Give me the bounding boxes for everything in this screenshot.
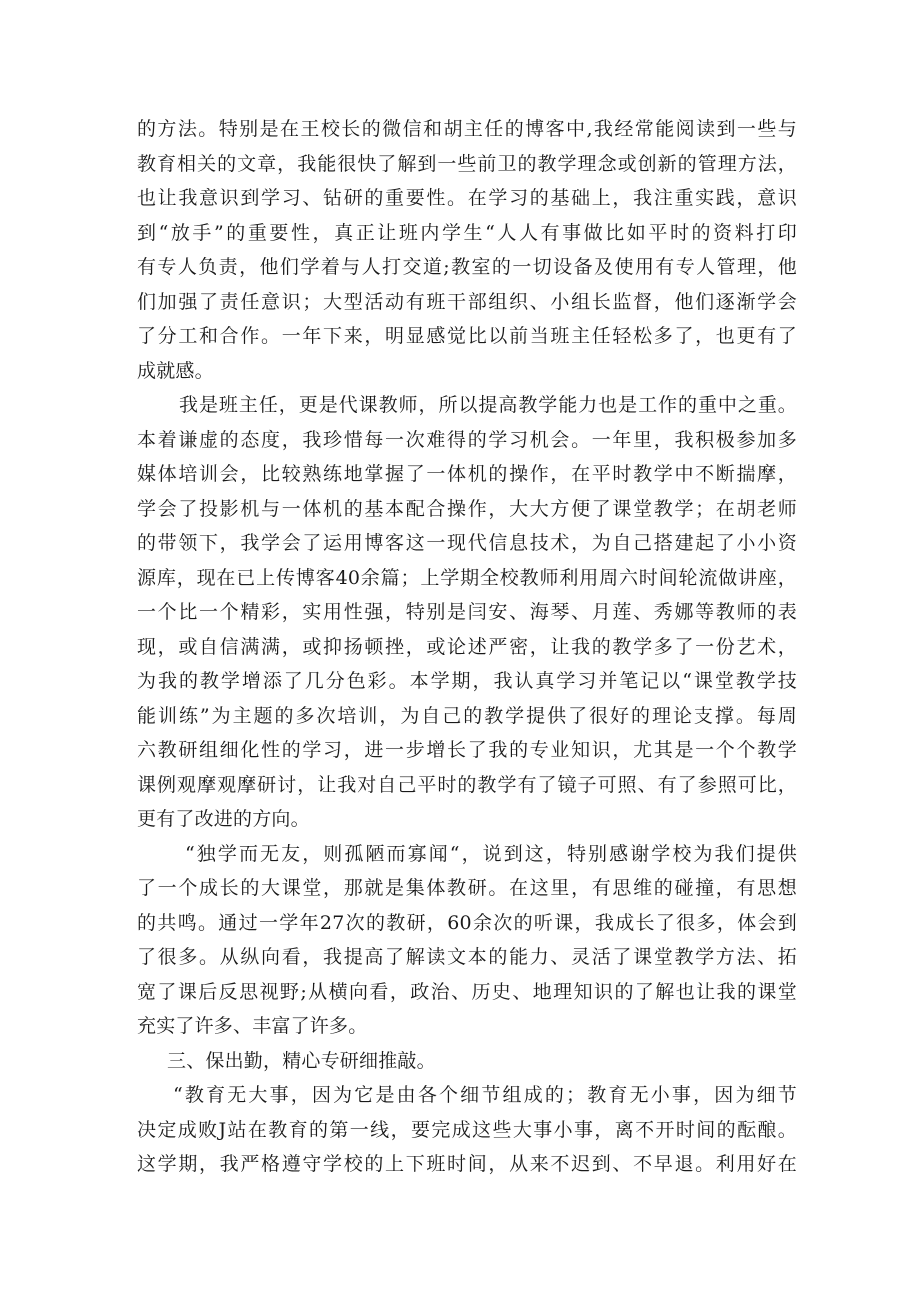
text-line: 成就感。 [137, 359, 214, 382]
body-text [137, 112, 797, 1182]
text-line: 了很多。从纵向看，我提高了解读文本的能力、灵活了课堂教学方法、拓 [137, 946, 797, 968]
text-line: 了分工和合作。一年下来，明显感觉比以前当班主任轻松多了，也更有了 [137, 325, 797, 347]
paragraph-first-line: 我是班主任，更是代课教师，所以提高教学能力也是工作的重中之重。 [179, 394, 797, 416]
text-line: 有专人负责，他们学着与人打交道;教室的一切设备及使用有专人管理，他 [137, 256, 797, 278]
text-line: 也让我意识到学习、钻研的重要性。在学习的基础上，我注重实践，意识 [137, 187, 797, 209]
text-line: 充实了许多、丰富了许多。 [137, 1015, 368, 1037]
text-line: 学会了投影机与一体机的基本配合操作，大大方便了课堂教学；在胡老师 [137, 497, 797, 520]
text-line: 源库，现在已上传博客40余篇；上学期全校教师利用周六时间轮流做讲座， [137, 566, 797, 589]
text-line: 现，或自信满满，或抑扬顿挫，或论述严密，让我的教学多了一份艺术， [137, 635, 797, 658]
text-line: 本着谦虚的态度，我珍惜每一次难得的学习机会。一年里，我积极参加多 [137, 428, 797, 451]
text-line: 课例观摩观摩研讨，让我对自己平时的教学有了镜子可照、有了参照可比， [137, 773, 797, 796]
text-line: 的方法。特别是在王校长的微信和胡主任的博客中,我经常能阅读到一些与 [137, 118, 797, 140]
paragraph-first-line: “教育无大事，因为它是由各个细节组成的；教育无小事，因为细节 [173, 1084, 797, 1106]
paragraph-first-line: “独学而无友，则孤陋而寡闻“，说到这，特别感谢学校为我们提供 [185, 842, 797, 865]
text-line: 了一个成长的大课堂，那就是集体教研。在这里，有思维的碰撞，有思想 [137, 877, 797, 899]
text-line: 一个比一个精彩，实用性强，特别是闫安、海琴、月莲、秀娜等教师的表 [137, 601, 797, 623]
text-line: 这学期，我严格遵守学校的上下班时间，从来不迟到、不早退。利用好在 [137, 1153, 797, 1175]
text-line: 到“放手”的重要性，真正让班内学生“人人有事做比如平时的资料打印 [137, 221, 797, 244]
text-line: 六教研组细化性的学习，进一步增长了我的专业知识，尤其是一个个教学 [137, 739, 797, 761]
text-line: 为我的教学增添了几分色彩。本学期，我认真学习并笔记以“课堂教学技 [137, 670, 797, 692]
text-line: 媒体培训会，比较熟练地掌握了一体机的操作，在平时教学中不断揣摩， [137, 463, 797, 485]
section-heading: 三、保出勤，精心专研细推敲。 [167, 1049, 436, 1072]
text-line: 教育相关的文章，我能很快了解到一些前卫的教学理念或创新的管理方法， [137, 152, 797, 175]
text-line: 决定成败J站在教育的第一线，要完成这些大事小事，离不开时间的酝酿。 [137, 1118, 797, 1141]
text-line: 的共鸣。通过一学年27次的教研，60余次的听课，我成长了很多，体会到 [137, 911, 797, 934]
text-line: 们加强了责任意识；大型活动有班干部组织、小组长监督，他们逐渐学会 [137, 290, 797, 313]
text-line: 的带领下，我学会了运用博客这一现代信息技术，为自己搭建起了小小资 [137, 532, 797, 554]
text-line: 更有了改进的方向。 [137, 808, 310, 830]
text-line: 能训练”为主题的多次培训，为自己的教学提供了很好的理论支撑。每周 [137, 704, 797, 727]
text-line: 宽了课后反思视野;从横向看，政治、历史、地理知识的了解也让我的课堂 [137, 980, 797, 1003]
